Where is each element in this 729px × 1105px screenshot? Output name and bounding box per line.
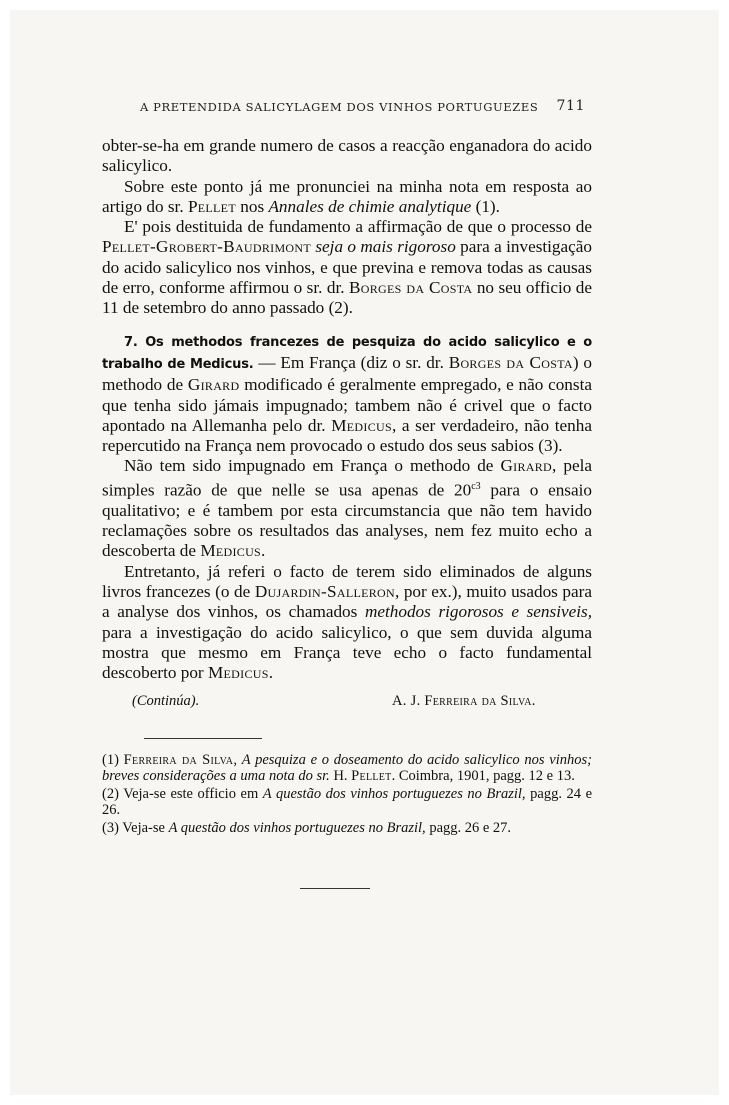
document-page [10,10,719,1095]
body-text [102,136,592,713]
footnote-2: (2) Veja-se este officio em A questão dos vinhos portuguezes no Brazil, pagg. 24 e 26. [102,786,593,818]
continua-note: (Continúa). [132,693,200,710]
footnote-1: (1) Ferreira da Silva, A pesquiza e o doseamento do acido salicylico nos vinhos; breves considerações a uma nota do sr. H. Pellet. Coimbra, 1901, pagg. 12 e 13. [102,752,592,784]
paragraph: E' pois destituida de fundamento a affirmação de que o processo de Pellet-Grobert-Baudrimont seja o mais rigoroso para a investigação do acido salicylico nos vinhos, e que previna e remova todas as causas de erro, conforme affirmou o sr. dr. Borges da Costa no seu officio de 11 de setembro do anno passado (2). [102,217,593,318]
paragraph: obter-se-ha em grande numero de casos a reacção enganadora do acido salicylico. [102,136,592,176]
paragraph: Não tem sido impugnado em França o methodo de Girard, pela simples razão de que nelle se usa apenas de $20^{c3}$ para o ensaio qualitativo; e é tambem por esta circumstancia que não tem havido reclamações sobre os resultados das analyses, nem fez muito echo a descoberta de Medicus. [102,456,592,561]
author-signature: A. J. Ferreira da Silva. [392,693,536,710]
paragraph: Entretanto, já referi o facto de terem sido eliminados de alguns livros francezes (o de Dujardin-Salleron, por ex.), muito usados para a analyse dos vinhos, os chamados methodos rigorosos e sensiveis, para a investigação do acido salicylico, o que sem duvida alguma mostra que mesmo em França teve echo o facto fundamental descoberto por Medicus. [102,561,593,683]
footnote-3: (3) Veja-se A questão dos vinhos portuguezes no Brazil, pagg. 26 e 27. [102,820,512,836]
section-paragraph: 7. Os methodos francezes de pesquiza do acido salicylico e o trabalho de Medicus. — Em França (diz o sr. dr. Borges da Costa) o methodo de Girard modificado é geralmente empregado, e não consta que tenha sido jámais impugnado; tambem não é crivel que o facto apontado na Allemanha pelo dr. Medicus, a ser verdadeiro, não tenha repercutido na França nem provocado o estudo dos seus sabios (3). [102,334,592,456]
signature-line [102,691,592,713]
paragraph: Sobre este ponto já me pronunciei na minha nota em resposta ao artigo do sr. Pellet nos Annales de chimie analytique (1). [102,176,592,216]
section-heading: 7. Os methodos francezes de pesquiza do acido salicylico e o trabalho de Medicus. [102,334,592,372]
end-divider [300,888,370,889]
footnote-divider [144,738,262,739]
footnotes [102,752,592,838]
running-head: A PRETENDIDA SALICYLAGEM DOS VINHOS PORTUGUEZES [140,100,539,114]
page-number: 711 [556,98,585,114]
